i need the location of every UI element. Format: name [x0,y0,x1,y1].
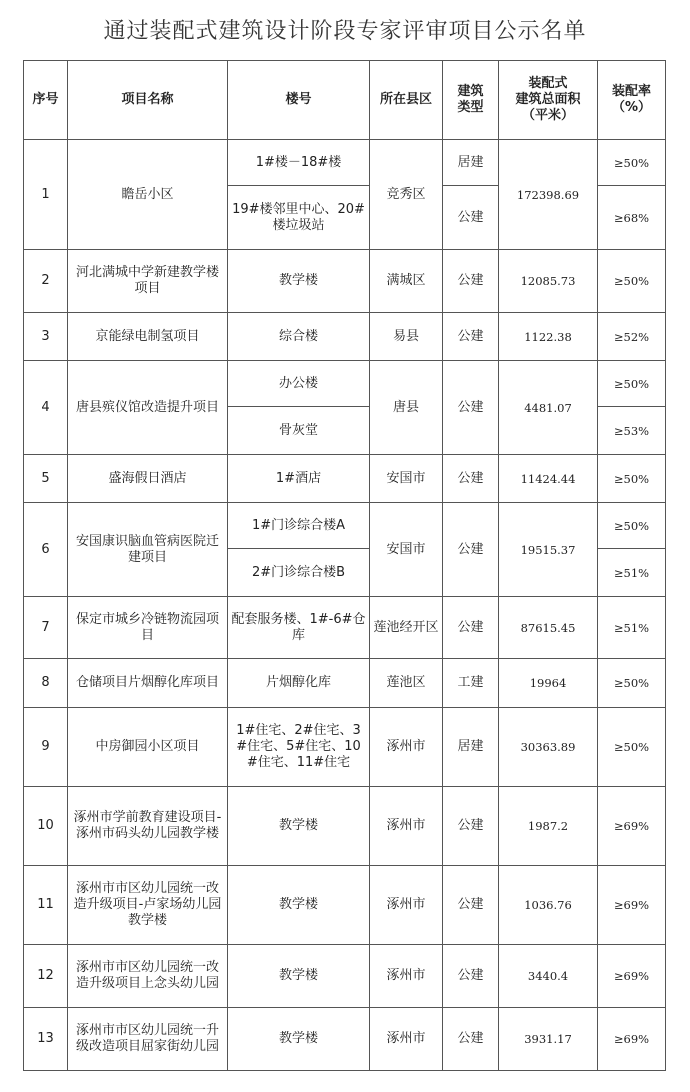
seq-cell: 1 [24,140,68,250]
ratio-cell: ≥50% [598,708,666,787]
district-cell: 安国市 [370,455,443,503]
building-cell: 教学楼 [228,866,370,945]
type-cell: 公建 [443,250,499,313]
table-row [24,945,666,1008]
name-cell: 安国康识脑血管病医院迁建项目 [68,503,228,597]
district-cell: 涿州市 [370,866,443,945]
ratio-cell: ≥69% [598,1008,666,1071]
page-title: 通过装配式建筑设计阶段专家评审项目公示名单 [103,19,587,44]
seq-cell: 3 [24,313,68,361]
project-table [23,60,666,1071]
area-cell: 11424.44 [499,455,598,503]
header-building: 楼号 [228,61,370,140]
area-cell: 3931.17 [499,1008,598,1071]
district-cell: 竞秀区 [370,140,443,250]
district-cell: 涿州市 [370,1008,443,1071]
building-cell: 教学楼 [228,787,370,866]
seq-cell: 4 [24,361,68,455]
seq-cell: 2 [24,250,68,313]
seq-cell: 5 [24,455,68,503]
table-row [24,140,666,186]
ratio-cell: ≥50% [598,140,666,186]
building-cell: 办公楼 [228,361,370,407]
type-cell: 公建 [443,503,499,597]
area-cell: 12085.73 [499,250,598,313]
table-row [24,361,666,407]
district-cell: 安国市 [370,503,443,597]
area-cell: 1036.76 [499,866,598,945]
name-cell: 盛海假日酒店 [68,455,228,503]
name-cell: 中房御园小区项目 [68,708,228,787]
header-name: 项目名称 [68,61,228,140]
table-row [24,866,666,945]
header-area: 装配式 建筑总面积 （平米） [499,61,598,140]
name-cell: 涿州市学前教育建设项目-涿州市码头幼儿园教学楼 [68,787,228,866]
building-cell: 教学楼 [228,250,370,313]
district-cell: 涿州市 [370,708,443,787]
type-cell: 公建 [443,455,499,503]
ratio-cell: ≥51% [598,597,666,659]
type-cell: 居建 [443,708,499,787]
table-row [24,503,666,549]
header-district: 所在县区 [370,61,443,140]
name-cell: 保定市城乡冷链物流园项目 [68,597,228,659]
area-cell: 1987.2 [499,787,598,866]
name-cell: 涿州市市区幼儿园统一升级改造项目屈家街幼儿园 [68,1008,228,1071]
type-cell: 公建 [443,945,499,1008]
area-cell: 4481.07 [499,361,598,455]
type-cell: 公建 [443,787,499,866]
building-cell: 综合楼 [228,313,370,361]
seq-cell: 13 [24,1008,68,1071]
seq-cell: 10 [24,787,68,866]
ratio-cell: ≥68% [598,186,666,250]
type-cell: 居建 [443,140,499,186]
seq-cell: 8 [24,659,68,708]
name-cell: 京能绿电制氢项目 [68,313,228,361]
ratio-cell: ≥69% [598,945,666,1008]
header-seq: 序号 [24,61,68,140]
area-cell: 3440.4 [499,945,598,1008]
ratio-cell: ≥50% [598,659,666,708]
district-cell: 唐县 [370,361,443,455]
name-cell: 涿州市市区幼儿园统一改造升级项目上念头幼儿园 [68,945,228,1008]
name-cell: 河北满城中学新建教学楼项目 [68,250,228,313]
ratio-cell: ≥51% [598,549,666,597]
header-row [24,61,666,140]
building-cell: 1#住宅、2#住宅、3#住宅、5#住宅、10#住宅、11#住宅 [228,708,370,787]
type-cell: 公建 [443,1008,499,1071]
type-cell: 公建 [443,597,499,659]
building-cell: 2#门诊综合楼B [228,549,370,597]
ratio-cell: ≥50% [598,455,666,503]
district-cell: 涿州市 [370,945,443,1008]
type-cell: 公建 [443,866,499,945]
district-cell: 易县 [370,313,443,361]
area-cell: 87615.45 [499,597,598,659]
table-row [24,250,666,313]
table-row [24,659,666,708]
district-cell: 满城区 [370,250,443,313]
name-cell: 唐县殡仪馆改造提升项目 [68,361,228,455]
type-cell: 公建 [443,313,499,361]
building-cell: 19#楼邻里中心、20#楼垃圾站 [228,186,370,250]
table-row [24,708,666,787]
building-cell: 配套服务楼、1#-6#仓库 [228,597,370,659]
building-cell: 1#楼－18#楼 [228,140,370,186]
ratio-cell: ≥69% [598,787,666,866]
ratio-cell: ≥53% [598,407,666,455]
building-cell: 1#门诊综合楼A [228,503,370,549]
table-row [24,787,666,866]
area-cell: 172398.69 [499,140,598,250]
building-cell: 教学楼 [228,945,370,1008]
header-type: 建筑 类型 [443,61,499,140]
building-cell: 1#酒店 [228,455,370,503]
area-cell: 1122.38 [499,313,598,361]
building-cell: 骨灰堂 [228,407,370,455]
name-cell: 仓储项目片烟醇化库项目 [68,659,228,708]
name-cell: 瞻岳小区 [68,140,228,250]
ratio-cell: ≥50% [598,503,666,549]
district-cell: 涿州市 [370,787,443,866]
building-cell: 片烟醇化库 [228,659,370,708]
type-cell: 公建 [443,361,499,455]
table-row [24,597,666,659]
ratio-cell: ≥50% [598,361,666,407]
area-cell: 30363.89 [499,708,598,787]
type-cell: 工建 [443,659,499,708]
ratio-cell: ≥52% [598,313,666,361]
table-row [24,455,666,503]
seq-cell: 9 [24,708,68,787]
header-ratio: 装配率 （%） [598,61,666,140]
seq-cell: 12 [24,945,68,1008]
ratio-cell: ≥50% [598,250,666,313]
district-cell: 莲池经开区 [370,597,443,659]
name-cell: 涿州市市区幼儿园统一改造升级项目-卢家场幼儿园教学楼 [68,866,228,945]
type-cell: 公建 [443,186,499,250]
district-cell: 莲池区 [370,659,443,708]
seq-cell: 7 [24,597,68,659]
area-cell: 19515.37 [499,503,598,597]
seq-cell: 6 [24,503,68,597]
seq-cell: 11 [24,866,68,945]
table-row [24,313,666,361]
ratio-cell: ≥69% [598,866,666,945]
building-cell: 教学楼 [228,1008,370,1071]
table-row [24,1008,666,1071]
area-cell: 19964 [499,659,598,708]
